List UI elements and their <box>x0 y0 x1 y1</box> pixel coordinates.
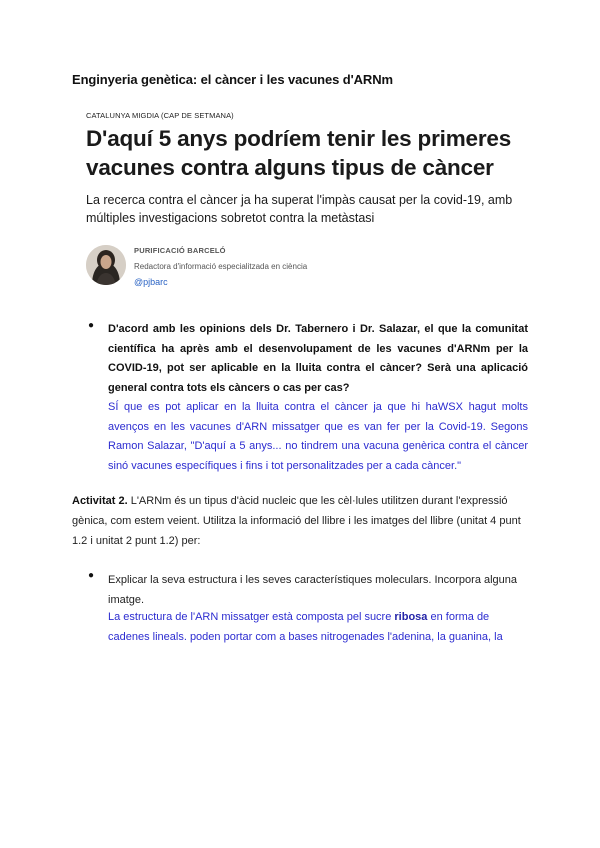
document-title: Enginyeria genètica: el càncer i les vacunes d'ARNm <box>72 72 393 87</box>
article-source: CATALUNYA MIGDIA (CAP DE SETMANA) <box>86 111 234 120</box>
author-name: PURIFICACIÓ BARCELÓ <box>134 246 226 255</box>
bullet-icon: ● <box>88 320 95 331</box>
task-1-block <box>88 570 528 650</box>
task-1-answer <box>108 607 528 647</box>
question-1-block <box>88 320 528 480</box>
activity-2-paragraph <box>72 491 532 551</box>
answer-2-part-2: en forma de cadenes lineals. poden portar com a bases nitrogenades l'adenina, la guanina, la <box>108 611 503 643</box>
author-handle-link[interactable]: @pjbarc <box>134 277 168 287</box>
article-subhead: La recerca contra el càncer ja ha superat l'impàs causat per la covid-19, amb múltiples investigacions sobretot contra la metàstasi <box>86 193 513 225</box>
answer-2-part-1: La estructura de l'ARN missatger està composta pel sucre <box>108 611 395 623</box>
answer-2-bold-term: ribosa <box>394 611 428 623</box>
activity-2-label: Activitat 2. <box>72 495 128 507</box>
author-avatar <box>86 245 126 285</box>
article-headline: D'aquí 5 anys podríem tenir les primeres vacunes contra alguns tipus de càncer <box>86 126 512 180</box>
bullet-icon: ● <box>88 570 95 581</box>
answer-1-text: SÍ que es pot aplicar en la lluita contra el càncer ja que hi haWSX hagut molts avenços en les vacunes d'ARN missatger que es van fer per la Covid-19. Segons Ramon Salazar, "D'aquí a 5 anys... no tindrem una vacuna genèrica contra el càncer sinó vacunes específiques i fins i tot personalitzades per a cada càncer." <box>108 401 528 472</box>
activity-2-text: L'ARNm és un tipus d'àcid nucleic que les cèl·lules utilitzen durant l'expressió gènica, com estem veient. Utilitza la informació del llibre i les imatges del llibre (unitat 4 punt 1.2 i unitat 2 punt 1.2) per: <box>72 495 521 547</box>
question-1-text: D'acord amb les opinions dels Dr. Tabernero i Dr. Salazar, el que la comunitat científica ha après amb el desenvolupament de les vacunes d'ARNm per la COVID-19, pot ser aplicable en la lluita contra el càncer? Serà una aplicació general contra tots els càncers o cas per cas? <box>108 323 528 394</box>
author-photo-icon <box>86 245 126 285</box>
author-role: Redactora d'informació especialitzada en ciència <box>134 262 308 271</box>
task-1-text: Explicar la seva estructura i les seves característiques moleculars. Incorpora alguna imatge. <box>108 574 518 606</box>
